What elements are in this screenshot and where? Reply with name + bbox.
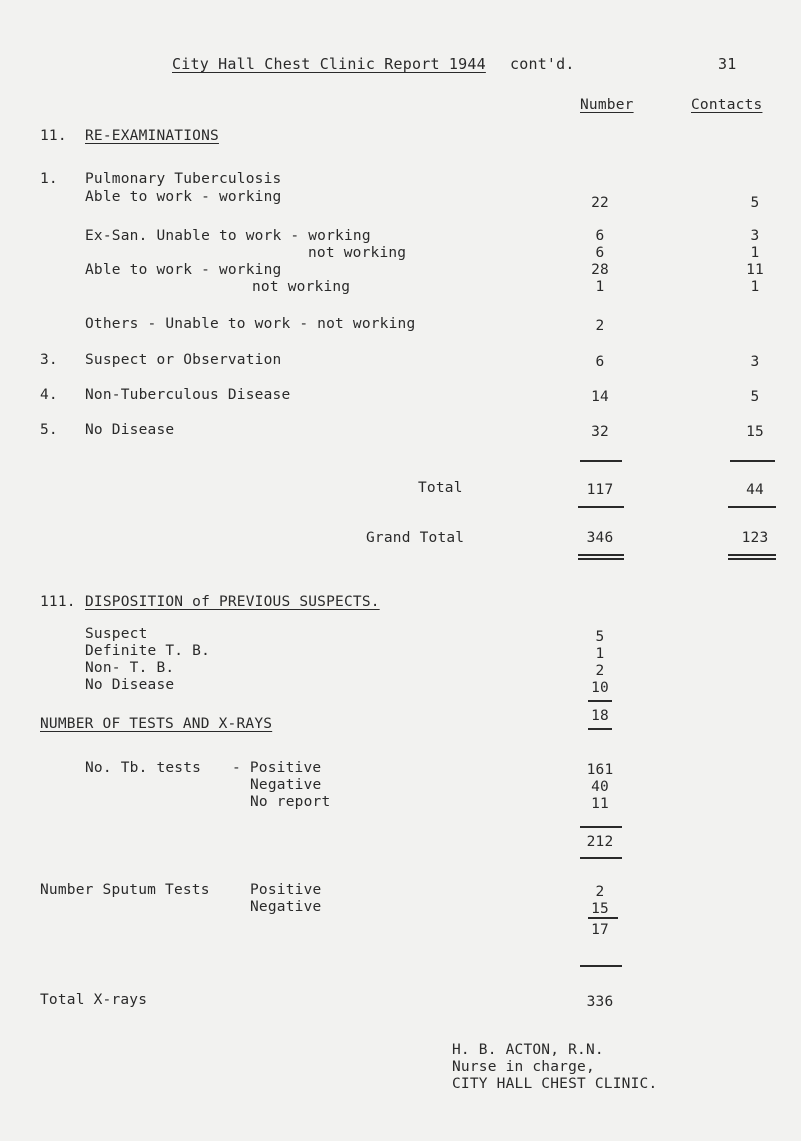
- row-contacts: 3: [750, 228, 760, 244]
- column-header-number: Number: [580, 97, 634, 113]
- disposition-value: 2: [595, 663, 605, 679]
- row-number: 6: [595, 245, 605, 261]
- grand-total-double-rule: [728, 554, 776, 556]
- section-heading: RE-EXAMINATIONS: [85, 128, 219, 144]
- section-number: 11.: [40, 128, 67, 144]
- subtotal-rule: [588, 917, 618, 919]
- row-contacts: 11: [746, 262, 764, 278]
- disposition-value: 1: [595, 646, 605, 662]
- row-label: Others - Unable to work - not working: [85, 316, 416, 332]
- tb-result-value: 40: [591, 779, 609, 795]
- row-number: 14: [591, 389, 609, 405]
- subtotal-rule: [588, 700, 612, 702]
- tb-tests-total: 212: [586, 834, 614, 850]
- item-number: 3.: [40, 352, 58, 368]
- row-number: 32: [591, 424, 609, 440]
- tb-result-value: 11: [591, 796, 609, 812]
- item-number: 4.: [40, 387, 58, 403]
- tb-result-label: Negative: [250, 777, 322, 793]
- sputum-tests-label: Number Sputum Tests: [40, 882, 210, 898]
- row-contacts: 5: [750, 389, 760, 405]
- row-label: Able to work - working: [85, 189, 282, 205]
- sputum-tests-total: 17: [591, 922, 609, 938]
- disposition-label: Definite T. B.: [85, 643, 211, 659]
- item-number: 1.: [40, 171, 58, 187]
- row-contacts: 5: [750, 195, 760, 211]
- total-label: Total: [418, 480, 463, 496]
- tests-heading: NUMBER OF TESTS AND X-RAYS: [40, 716, 273, 732]
- section-heading: DISPOSITION of PREVIOUS SUSPECTS.: [85, 594, 380, 610]
- grand-total-contacts: 123: [741, 530, 769, 546]
- disposition-label: Non- T. B.: [85, 660, 175, 676]
- row-number: 6: [595, 354, 605, 370]
- disposition-label: No Disease: [85, 677, 175, 693]
- column-header-contacts: Contacts: [691, 97, 763, 113]
- item-label: Pulmonary Tuberculosis: [85, 171, 282, 187]
- sputum-result-label: Negative: [250, 899, 322, 915]
- sputum-result-label: Positive: [250, 882, 322, 898]
- report-title: City Hall Chest Clinic Report 1944: [172, 55, 486, 73]
- disposition-value: 5: [595, 629, 605, 645]
- total-number: 117: [586, 482, 614, 498]
- continued-label: cont'd.: [510, 55, 575, 73]
- item-number: 5.: [40, 422, 58, 438]
- grand-total-label: Grand Total: [366, 530, 465, 546]
- signature-organization: CITY HALL CHEST CLINIC.: [452, 1076, 658, 1092]
- tb-result-label: No report: [250, 794, 331, 810]
- tb-tests-label: No. Tb. tests: [85, 760, 202, 776]
- tb-result-value: 161: [586, 762, 614, 778]
- row-number: 2: [595, 318, 605, 334]
- item-label: Suspect or Observation: [85, 352, 282, 368]
- row-number: 6: [595, 228, 605, 244]
- row-contacts: 1: [750, 279, 760, 295]
- item-label: No Disease: [85, 422, 175, 438]
- grand-total-number: 346: [586, 530, 614, 546]
- subtotal-rule: [588, 728, 612, 730]
- subtotal-rule: [580, 857, 622, 859]
- total-rule: [730, 460, 775, 462]
- grand-total-double-rule: [578, 558, 624, 560]
- subtotal-rule: [580, 965, 622, 967]
- disposition-label: Suspect: [85, 626, 148, 642]
- row-contacts: 3: [750, 354, 760, 370]
- sputum-result-value: 15: [591, 901, 609, 917]
- disposition-value: 10: [591, 680, 609, 696]
- grand-total-rule: [578, 506, 624, 508]
- total-xrays-label: Total X-rays: [40, 992, 148, 1008]
- total-rule: [580, 460, 622, 462]
- row-contacts: 15: [746, 424, 764, 440]
- section-number: 111.: [40, 594, 76, 610]
- total-contacts: 44: [746, 482, 764, 498]
- sputum-result-value: 2: [595, 884, 605, 900]
- grand-total-rule: [728, 506, 776, 508]
- total-xrays-value: 336: [586, 994, 614, 1010]
- signature-name: H. B. ACTON, R.N.: [452, 1042, 604, 1058]
- row-number: 22: [591, 195, 609, 211]
- row-contacts: 1: [750, 245, 760, 261]
- row-number: 1: [595, 279, 605, 295]
- page-number: 31: [718, 55, 737, 73]
- row-label: Ex-San. Unable to work - working: [85, 228, 371, 244]
- signature-role: Nurse in charge,: [452, 1059, 595, 1075]
- row-label: Able to work - working: [85, 262, 282, 278]
- tb-result-label: - Positive: [232, 760, 322, 776]
- grand-total-double-rule: [578, 554, 624, 556]
- row-label: not working: [308, 245, 407, 261]
- item-label: Non-Tuberculous Disease: [85, 387, 291, 403]
- grand-total-double-rule: [728, 558, 776, 560]
- row-label: not working: [252, 279, 351, 295]
- subtotal-rule: [580, 826, 622, 828]
- disposition-total: 18: [591, 708, 609, 724]
- row-number: 28: [591, 262, 609, 278]
